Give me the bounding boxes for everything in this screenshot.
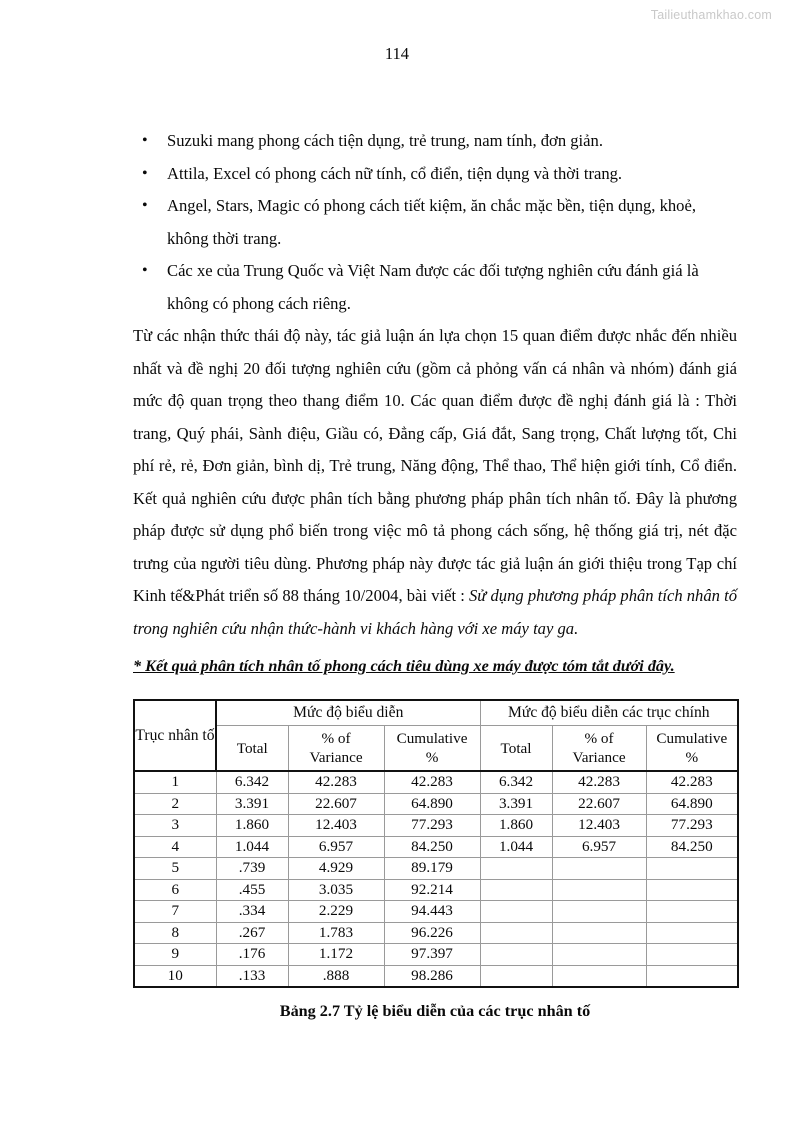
cell-g2-var	[552, 901, 646, 923]
group-header-representation: Mức độ biểu diễn	[216, 700, 480, 726]
column-header-variance-2	[552, 726, 646, 772]
table-row	[134, 815, 738, 837]
cell-g1-total: .739	[216, 858, 288, 880]
cell-g1-var: 42.283	[288, 771, 384, 793]
cell-axis: 6	[134, 879, 216, 901]
cell-axis: 8	[134, 922, 216, 944]
column-header-line: Variance	[572, 749, 626, 766]
cell-g1-var: 1.172	[288, 944, 384, 966]
factor-axes-table	[133, 699, 739, 988]
cell-g1-cum: 77.293	[384, 815, 480, 837]
paragraph-italic-title: Sử dụng phương pháp phân tích nhân tố trong nghiên cứu nhận thức-hành vi khách hàng với xe máy tay ga.	[133, 586, 738, 638]
table-row	[134, 879, 738, 901]
cell-g1-total: 1.860	[216, 815, 288, 837]
bullet-icon: •	[142, 197, 148, 214]
cell-g1-var: 22.607	[288, 793, 384, 815]
bullet-icon: •	[142, 164, 148, 182]
cell-axis: 2	[134, 793, 216, 815]
cell-g1-total: 6.342	[216, 771, 288, 793]
list-item-text: Các xe của Trung Quốc và Việt Nam được các đối tượng nghiên cứu đánh giá là không có phong cách riêng.	[167, 261, 699, 313]
group-header-main-axes: Mức độ biểu diễn các trục chính	[480, 700, 738, 726]
cell-g1-total: .133	[216, 965, 288, 987]
cell-g2-total	[480, 879, 552, 901]
cell-g2-var: 12.403	[552, 815, 646, 837]
cell-g2-cum	[646, 965, 738, 987]
cell-g2-var	[552, 922, 646, 944]
cell-g1-total: 3.391	[216, 793, 288, 815]
cell-g2-var	[552, 944, 646, 966]
column-header-line: Variance	[309, 749, 363, 766]
column-header-line: %	[685, 749, 699, 766]
cell-g1-var: 3.035	[288, 879, 384, 901]
list-item-text: Attila, Excel có phong cách nữ tính, cổ điển, tiện dụng và thời trang.	[167, 163, 623, 183]
column-header-variance-1	[288, 726, 384, 772]
page-content	[133, 125, 737, 1021]
watermark: Tailieuthamkhao.com	[650, 8, 772, 22]
cell-g2-total: 6.342	[480, 771, 552, 793]
cell-g2-total	[480, 901, 552, 923]
column-header-cumulative-2	[646, 726, 738, 772]
cell-axis: 4	[134, 836, 216, 858]
table-row	[134, 771, 738, 793]
cell-g1-cum: 89.179	[384, 858, 480, 880]
cell-g1-cum: 92.214	[384, 879, 480, 901]
cell-g1-cum: 84.250	[384, 836, 480, 858]
cell-g1-cum: 42.283	[384, 771, 480, 793]
cell-g2-cum	[646, 879, 738, 901]
cell-g1-total: .334	[216, 901, 288, 923]
list-item	[133, 158, 737, 191]
cell-g1-cum: 64.890	[384, 793, 480, 815]
cell-axis: 3	[134, 815, 216, 837]
cell-g2-cum: 77.293	[646, 815, 738, 837]
column-header-total-1	[216, 726, 288, 772]
cell-g1-var: 1.783	[288, 922, 384, 944]
cell-g2-cum	[646, 922, 738, 944]
table-header-row-subs	[134, 726, 738, 772]
list-item	[133, 125, 737, 158]
table-row	[134, 793, 738, 815]
cell-axis: 9	[134, 944, 216, 966]
table-row	[134, 944, 738, 966]
page-number: 114	[384, 44, 410, 63]
cell-g2-var: 42.283	[552, 771, 646, 793]
note-line: * Kết quả phân tích nhân tố phong cách tiêu dùng xe máy được tóm tắt dưới đây.	[133, 657, 675, 675]
cell-g1-var: .888	[288, 965, 384, 987]
column-header-line: Total	[236, 739, 268, 757]
column-header-line: Cumulative	[656, 730, 728, 747]
cell-g2-cum: 64.890	[646, 793, 738, 815]
table-header-row-groups	[134, 700, 738, 726]
cell-g2-total: 1.044	[480, 836, 552, 858]
cell-g1-var: 6.957	[288, 836, 384, 858]
cell-g1-cum: 97.397	[384, 944, 480, 966]
list-item-text: Suzuki mang phong cách tiện dụng, trẻ trung, nam tính, đơn giản.	[167, 131, 603, 150]
paragraph-text: Từ các nhận thức thái độ này, tác giả luận án lựa chọn 15 quan điểm được nhắc đến nhiều nhất và đề nghị 20 đối tượng nghiên cứu (gồm cả phỏng vấn cá nhân và nhóm) đánh giá mức độ quan trọng theo thang điểm 10. Các quan điểm được đề nghị đánh giá là : Thời trang, Quý phái, Sành điệu, Giầu có, Đẳng cấp, Giá đắt, Sang trọng, Chất lượng tốt, Chi phí rẻ, rẻ, Đơn giản, bình dị, Trẻ trung, Năng động, Thể thao, Thể hiện giới tính, Cổ điển. Kết quả nghiên cứu được phân tích bằng phương pháp phân tích nhân tố. Đây là phương pháp được sử dụng phổ biến trong việc mô tả phong cách sống, hệ thống giá trị, nét đặc trưng của người tiêu dùng. Phương pháp này được tác giả luận án giới thiệu trong Tạp chí Kinh tế&Phát triển số 88 tháng 10/2004, bài viết :	[133, 326, 737, 605]
cell-axis: 1	[134, 771, 216, 793]
column-header-axis: Trục nhân tố	[134, 700, 216, 771]
column-header-line: % of	[321, 730, 351, 747]
cell-axis: 7	[134, 901, 216, 923]
cell-axis: 5	[134, 858, 216, 880]
column-header-line: %	[425, 749, 439, 766]
cell-g1-var: 4.929	[288, 858, 384, 880]
cell-g2-total	[480, 944, 552, 966]
cell-g1-cum: 94.443	[384, 901, 480, 923]
table-row	[134, 836, 738, 858]
table-head	[134, 700, 738, 771]
column-header-line: Cumulative	[396, 730, 468, 747]
column-header-cumulative-1	[384, 726, 480, 772]
column-header-line: Total	[500, 739, 532, 757]
cell-g1-cum: 98.286	[384, 965, 480, 987]
cell-g2-total	[480, 858, 552, 880]
table-body	[134, 771, 738, 987]
cell-g2-cum: 84.250	[646, 836, 738, 858]
cell-g1-var: 12.403	[288, 815, 384, 837]
cell-g2-total	[480, 922, 552, 944]
cell-g1-total: .455	[216, 879, 288, 901]
cell-g1-total: .176	[216, 944, 288, 966]
table-row	[134, 901, 738, 923]
cell-g2-cum: 42.283	[646, 771, 738, 793]
body-paragraph	[133, 320, 737, 645]
column-header-line: % of	[584, 730, 614, 747]
cell-g1-total: .267	[216, 922, 288, 944]
list-item-text: Angel, Stars, Magic có phong cách tiết kiệm, ăn chắc mặc bền, tiện dụng, khoẻ, không thời trang.	[167, 196, 696, 248]
cell-g1-var: 2.229	[288, 901, 384, 923]
cell-g2-total: 3.391	[480, 793, 552, 815]
bullet-icon: •	[142, 262, 148, 279]
table-container	[133, 699, 737, 988]
column-header-total-2	[480, 726, 552, 772]
cell-g2-var: 6.957	[552, 836, 646, 858]
cell-g2-total	[480, 965, 552, 987]
table-row	[134, 965, 738, 987]
list-item	[133, 255, 737, 320]
cell-g2-cum	[646, 858, 738, 880]
table-row	[134, 922, 738, 944]
table-caption: Bảng 2.7 Tỷ lệ biểu diễn của các trục nhân tố	[279, 1002, 591, 1020]
cell-g2-cum	[646, 901, 738, 923]
cell-g2-var	[552, 858, 646, 880]
cell-g2-var	[552, 879, 646, 901]
cell-g2-var: 22.607	[552, 793, 646, 815]
bullet-icon: •	[142, 132, 148, 149]
cell-g2-cum	[646, 944, 738, 966]
cell-g2-var	[552, 965, 646, 987]
table-row	[134, 858, 738, 880]
bullet-list	[133, 125, 737, 320]
list-item	[133, 190, 737, 255]
cell-g2-total: 1.860	[480, 815, 552, 837]
cell-axis: 10	[134, 965, 216, 987]
cell-g1-total: 1.044	[216, 836, 288, 858]
cell-g1-cum: 96.226	[384, 922, 480, 944]
